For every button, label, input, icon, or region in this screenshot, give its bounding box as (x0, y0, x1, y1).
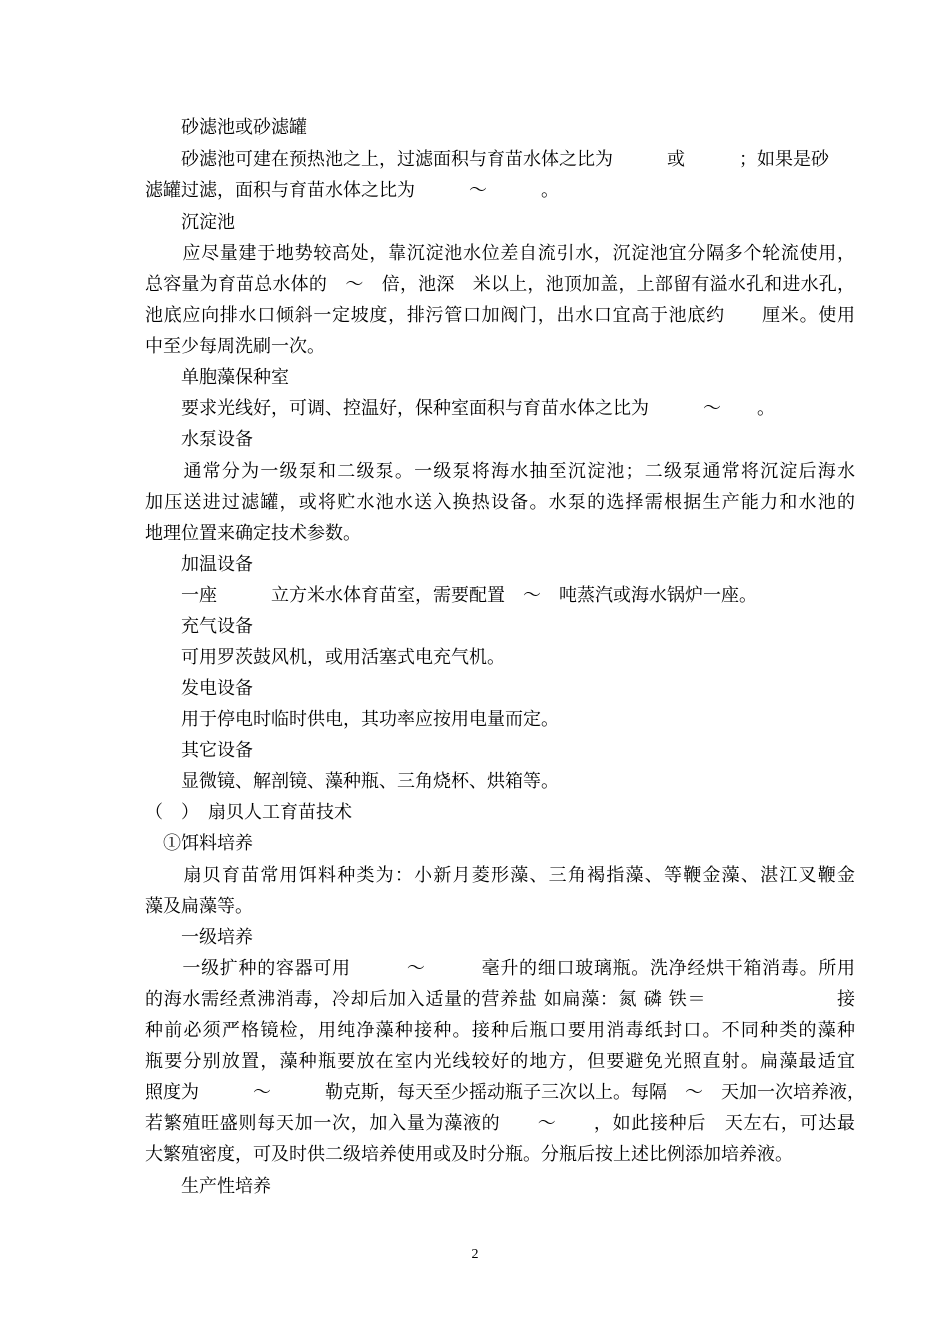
body-line: 地理位置来确定技术参数。 (145, 523, 361, 544)
heading-sediment-tank: 沉淀池 (145, 212, 235, 233)
body-line: 滤罐过滤，面积与育苗水体之比为 ～ 。 (145, 180, 559, 201)
body-line: 藻及扁藻等。 (145, 896, 253, 917)
heading-first-culture: 一级培养 (145, 927, 253, 948)
section-heading-scallop: （ ） 扇贝人工育苗技术 (145, 802, 352, 823)
body-line: 可用罗茨鼓风机，或用活塞式电充气机。 (145, 647, 505, 668)
body-line: 一级扩种的容器可用 ～ 毫升的细口玻璃瓶。洗净经烘干箱消毒。所用 (145, 958, 855, 979)
body-line: 池底应向排水口倾斜一定坡度，排污管口加阀门，出水口宜高于池底约 厘米。使用 (145, 305, 855, 326)
heading-other: 其它设备 (145, 740, 253, 761)
body-line: 用于停电时临时供电，其功率应按用电量而定。 (145, 709, 559, 730)
body-line: 扇贝育苗常用饵料种类为：小新月菱形藻、三角褐指藻、等鞭金藻、湛江叉鞭金 (145, 865, 855, 886)
heading-feed-culture: ①饵料培养 (145, 833, 253, 854)
body-line: 砂滤池可建在预热池之上，过滤面积与育苗水体之比为 或 ；如果是砂 (145, 149, 829, 170)
body-line: 显微镜、解剖镜、藻种瓶、三角烧杯、烘箱等。 (145, 771, 559, 792)
body-line: 加压送进过滤罐，或将贮水池水送入换热设备。水泵的选择需根据生产能力和水池的 (145, 492, 855, 513)
heading-production-culture: 生产性培养 (145, 1176, 271, 1197)
body-line: 中至少每周洗刷一次。 (145, 336, 325, 357)
body-line: 照度为 ～ 勒克斯，每天至少摇动瓶子三次以上。每隔 ～ 天加一次培养液， (145, 1082, 865, 1103)
heading-algae-room: 单胞藻保种室 (145, 367, 289, 388)
body-line: 一座 立方米水体育苗室，需要配置 ～ 吨蒸汽或海水锅炉一座。 (145, 585, 757, 606)
page-number: 2 (471, 1247, 479, 1262)
heading-aeration: 充气设备 (145, 616, 253, 637)
body-line: 瓶要分别放置，藻种瓶要放在室内光线较好的地方，但要避免光照直射。扁藻最适宜 (145, 1051, 855, 1072)
body-line: 大繁殖密度，可及时供二级培养使用或及时分瓶。分瓶后按上述比例添加培养液。 (145, 1144, 793, 1165)
heading-heating: 加温设备 (145, 554, 253, 575)
body-line: 总容量为育苗总水体的 ～ 倍，池深 米以上，池顶加盖，上部留有溢水孔和进水孔， (145, 274, 855, 295)
heading-power: 发电设备 (145, 678, 253, 699)
heading-sand-filter: 砂滤池或砂滤罐 (145, 117, 307, 138)
heading-pump: 水泵设备 (145, 429, 253, 450)
body-line: 种前必须严格镜检，用纯净藻种接种。接种后瓶口要用消毒纸封口。不同种类的藻种 (145, 1020, 855, 1041)
body-line: 的海水需经煮沸消毒，冷却后加入适量的营养盐 如扁藻：氮 磷 铁＝ 接 (145, 989, 855, 1010)
body-line: 应尽量建于地势较高处，靠沉淀池水位差自流引水，沉淀池宜分隔多个轮流使用， (145, 243, 855, 264)
body-line: 通常分为一级泵和二级泵。一级泵将海水抽至沉淀池；二级泵通常将沉淀后海水 (145, 461, 855, 482)
body-line: 要求光线好，可调、控温好，保种室面积与育苗水体之比为 ～ 。 (145, 398, 775, 419)
body-line: 若繁殖旺盛则每天加一次，加入量为藻液的 ～ ，如此接种后 天左右，可达最 (145, 1113, 855, 1134)
